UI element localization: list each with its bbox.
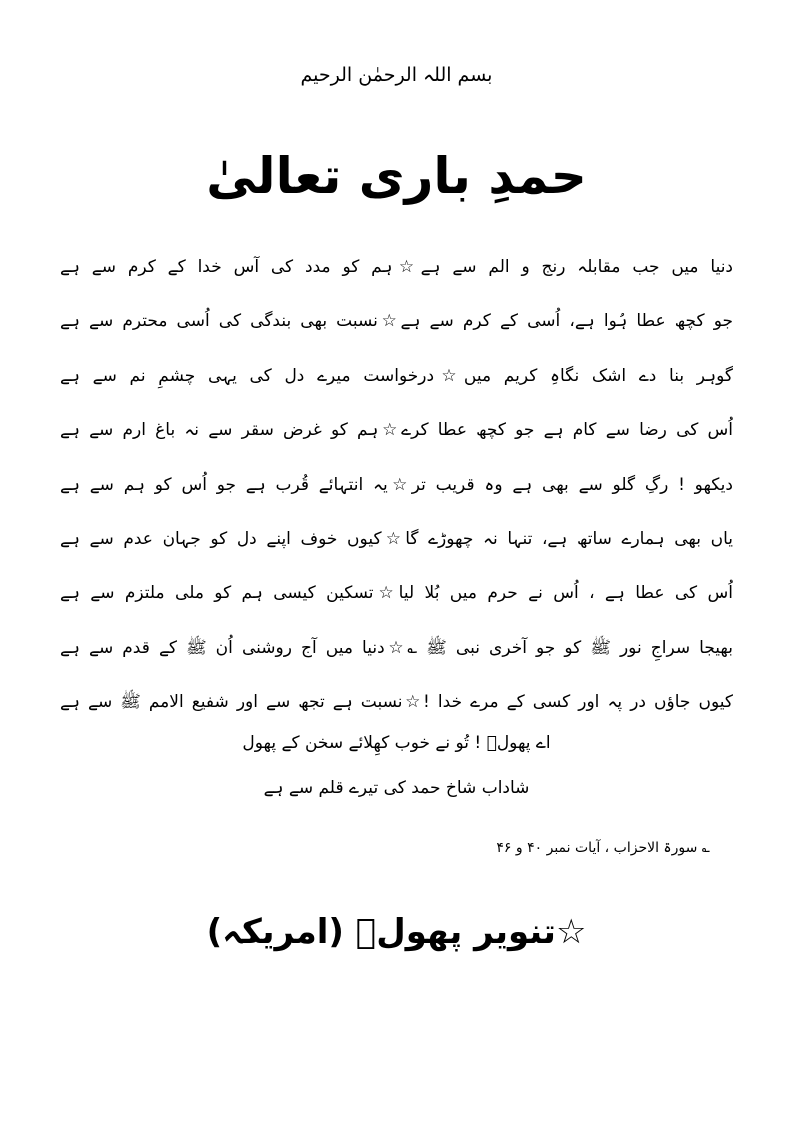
bismillah-heading: بسم اللہ الرحمٰن الرحیم	[300, 64, 493, 86]
verse-line: دیکھو ! رگِ گلو سے بھی ہے وہ قریب تر☆یہ انتہائے قُرب ہے جو اُس کو ہم سے ہے	[60, 474, 733, 495]
page-title: حمدِ باری تعالیٰ	[206, 147, 587, 205]
verse-line: دنیا میں جب مقابلہ رنج و الم سے ہے☆ہم کو مدد کی آس خدا کے کرم سے ہے	[60, 257, 733, 277]
author-signature: ☆تنویر پھولؔ (امریکہ)	[206, 912, 587, 952]
closing-verse-line-2: شاداب شاخ حمد کی تیرے قلم سے ہے	[263, 778, 530, 798]
verse-line: کیوں جاؤں در پہ اور کسی کے مرے خدا !☆نسبت ہے تجھ سے اور شفیع الامم ﷺ سے ہے	[60, 692, 733, 713]
verse-line: یاں بھی ہمارے ساتھ ہے، تنہا نہ چھوڑے گا☆کیوں خوف اپنے دل کو جہان عدم سے ہے	[60, 528, 733, 549]
verse-list	[60, 240, 733, 730]
footnote: ؎ سورۃ الاحزاب ، آیات نمبر ۴۰ و ۴۶	[496, 840, 710, 856]
closing-verse-line-1: اے پھولؔ ! تُو نے خوب کھِلائے سخن کے پھول	[242, 733, 551, 753]
verse-line: اُس کی رضا سے کام ہے جو کچھ عطا کرے☆ہم کو غرض سقر سے نہ باغ ارم سے ہے	[60, 420, 733, 441]
verse-line: اُس کی عطا ہے ، اُس نے حرم میں بُلا لیا☆تسکین کیسی ہم کو ملی ملتزم سے ہے	[60, 583, 733, 604]
verse-line: جو کچھ عطا ہُوا ہے، اُسی کے کرم سے ہے☆نسبت بھی بندگی کی اُسی محترم سے ہے	[60, 311, 733, 332]
verse-line: بھیجا سراجِ نور ﷺ کو جو آخری نبی ﷺ ؎☆دنیا میں آج روشنی اُن ﷺ کے قدم سے ہے	[60, 637, 733, 658]
verse-line: گوہر بنا دے اشک نگاہِ کریم میں☆درخواست میرے دل کی یہی چشمِ نم سے ہے	[60, 365, 733, 386]
